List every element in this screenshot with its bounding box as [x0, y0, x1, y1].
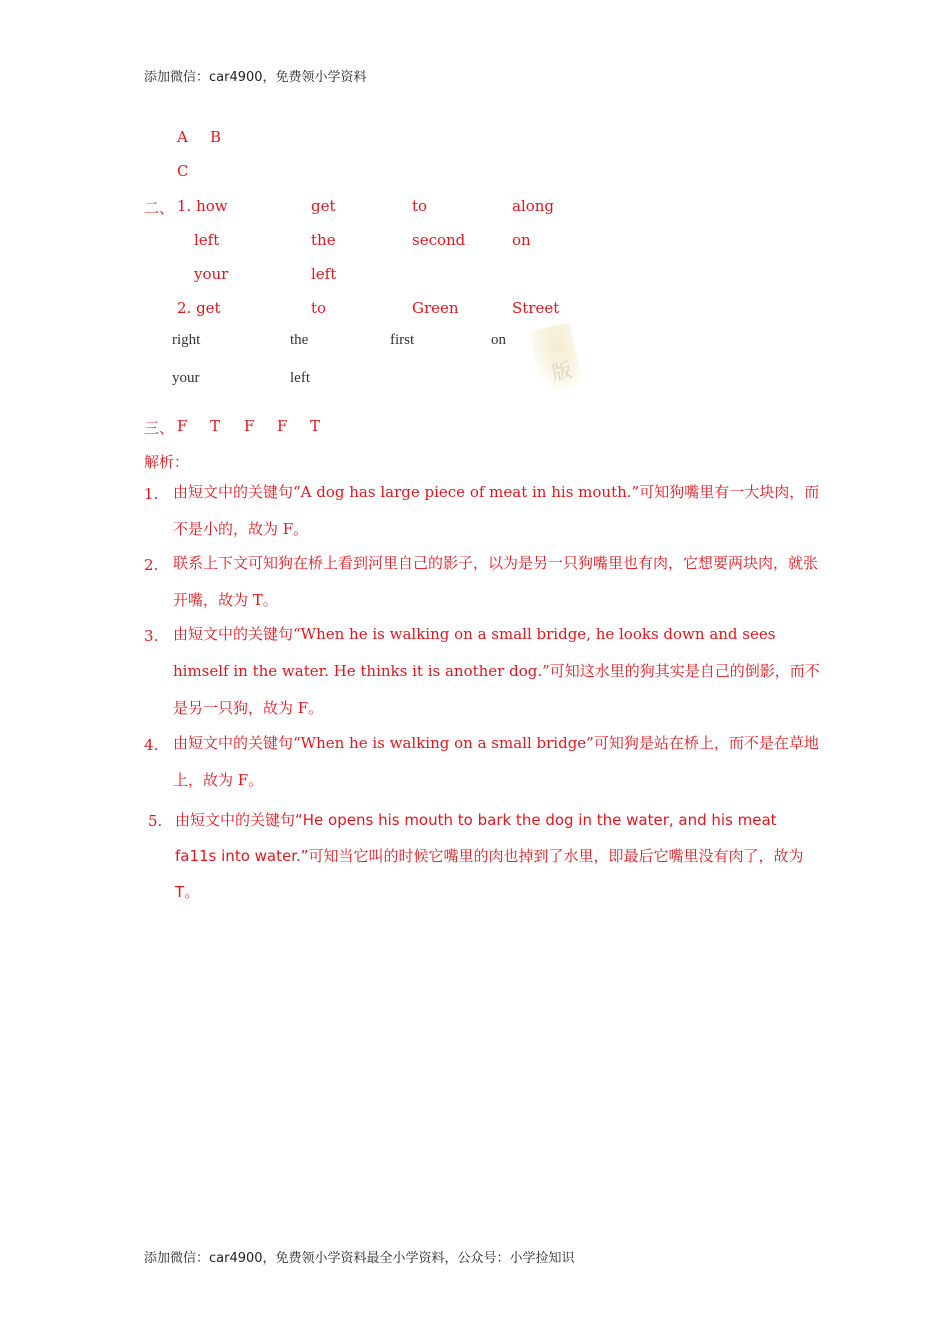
q2-word: right — [172, 332, 201, 348]
answer-b: B — [210, 128, 222, 146]
q2-word: your — [172, 370, 200, 386]
q2-word: Green — [412, 299, 459, 317]
analysis-number: 4. — [144, 736, 159, 754]
page-header: 添加微信：car4900，免费领小学资料 — [144, 70, 367, 85]
q2-word: Street — [512, 299, 560, 317]
tf-answer: F — [244, 417, 255, 435]
answer-c: C — [177, 162, 189, 180]
answer-a: A — [177, 128, 188, 146]
q1-word: get — [311, 197, 336, 215]
analysis-label: 解析： — [144, 453, 190, 471]
q2-word: 2. get — [177, 299, 221, 317]
analysis-text: 由短文中的关键句“When he is walking on a small bridge”可知狗是站在桥上，而不是在草地上，故为 F。 — [173, 734, 819, 789]
q1-word: left — [194, 231, 220, 249]
q2-word: on — [491, 332, 506, 348]
tf-answer: F — [277, 417, 288, 435]
analysis-number: 1. — [144, 485, 159, 503]
q1-word: 1. how — [177, 197, 228, 215]
q1-word: left — [311, 265, 337, 283]
tf-answer: T — [210, 417, 221, 435]
q2-word: first — [390, 332, 415, 348]
q2-word: the — [290, 332, 309, 348]
q2-word: left — [290, 370, 310, 386]
analysis-text: 联系上下文可知狗在桥上看到河里自己的影子，以为是另一只狗嘴里也有肉，它想要两块肉，就张开嘴，故为 T。 — [173, 554, 819, 609]
section2-prefix: 二、 — [144, 199, 175, 217]
watermark-stamp: 版 — [529, 322, 583, 393]
analysis-text: 由短文中的关键句“He opens his mouth to bark the dog in the water, and his meat fa11s into water.”可知当它叫的时候它嘴里的肉也掉到了水里，即最后它嘴里没有肉了，故为 T。 — [175, 811, 804, 901]
q2-word: to — [311, 299, 327, 317]
q1-word: the — [311, 231, 336, 249]
analysis-number: 3. — [144, 627, 159, 645]
q1-word: your — [194, 265, 229, 283]
tf-answer: F — [177, 417, 188, 435]
analysis-text: 由短文中的关键句“When he is walking on a small bridge, he looks down and sees himself in the water. He thinks it is another dog.”可知这水里的狗其实是自己的倒影，而不是另一只狗，故为 F。 — [173, 625, 820, 717]
q1-word: along — [512, 197, 555, 215]
tf-answer: T — [310, 417, 321, 435]
q1-word: to — [412, 197, 428, 215]
page-footer: 添加微信：car4900，免费领小学资料最全小学资料，公众号：小学捡知识 — [144, 1251, 575, 1266]
section3-prefix: 三、 — [144, 419, 175, 437]
q1-word: on — [512, 231, 531, 249]
q1-word: second — [412, 231, 466, 249]
analysis-number: 2. — [144, 556, 159, 574]
analysis-text: 由短文中的关键句“A dog has large piece of meat in his mouth.”可知狗嘴里有一大块肉，而不是小的，故为 F。 — [173, 483, 820, 538]
analysis-number: 5. — [148, 812, 163, 830]
